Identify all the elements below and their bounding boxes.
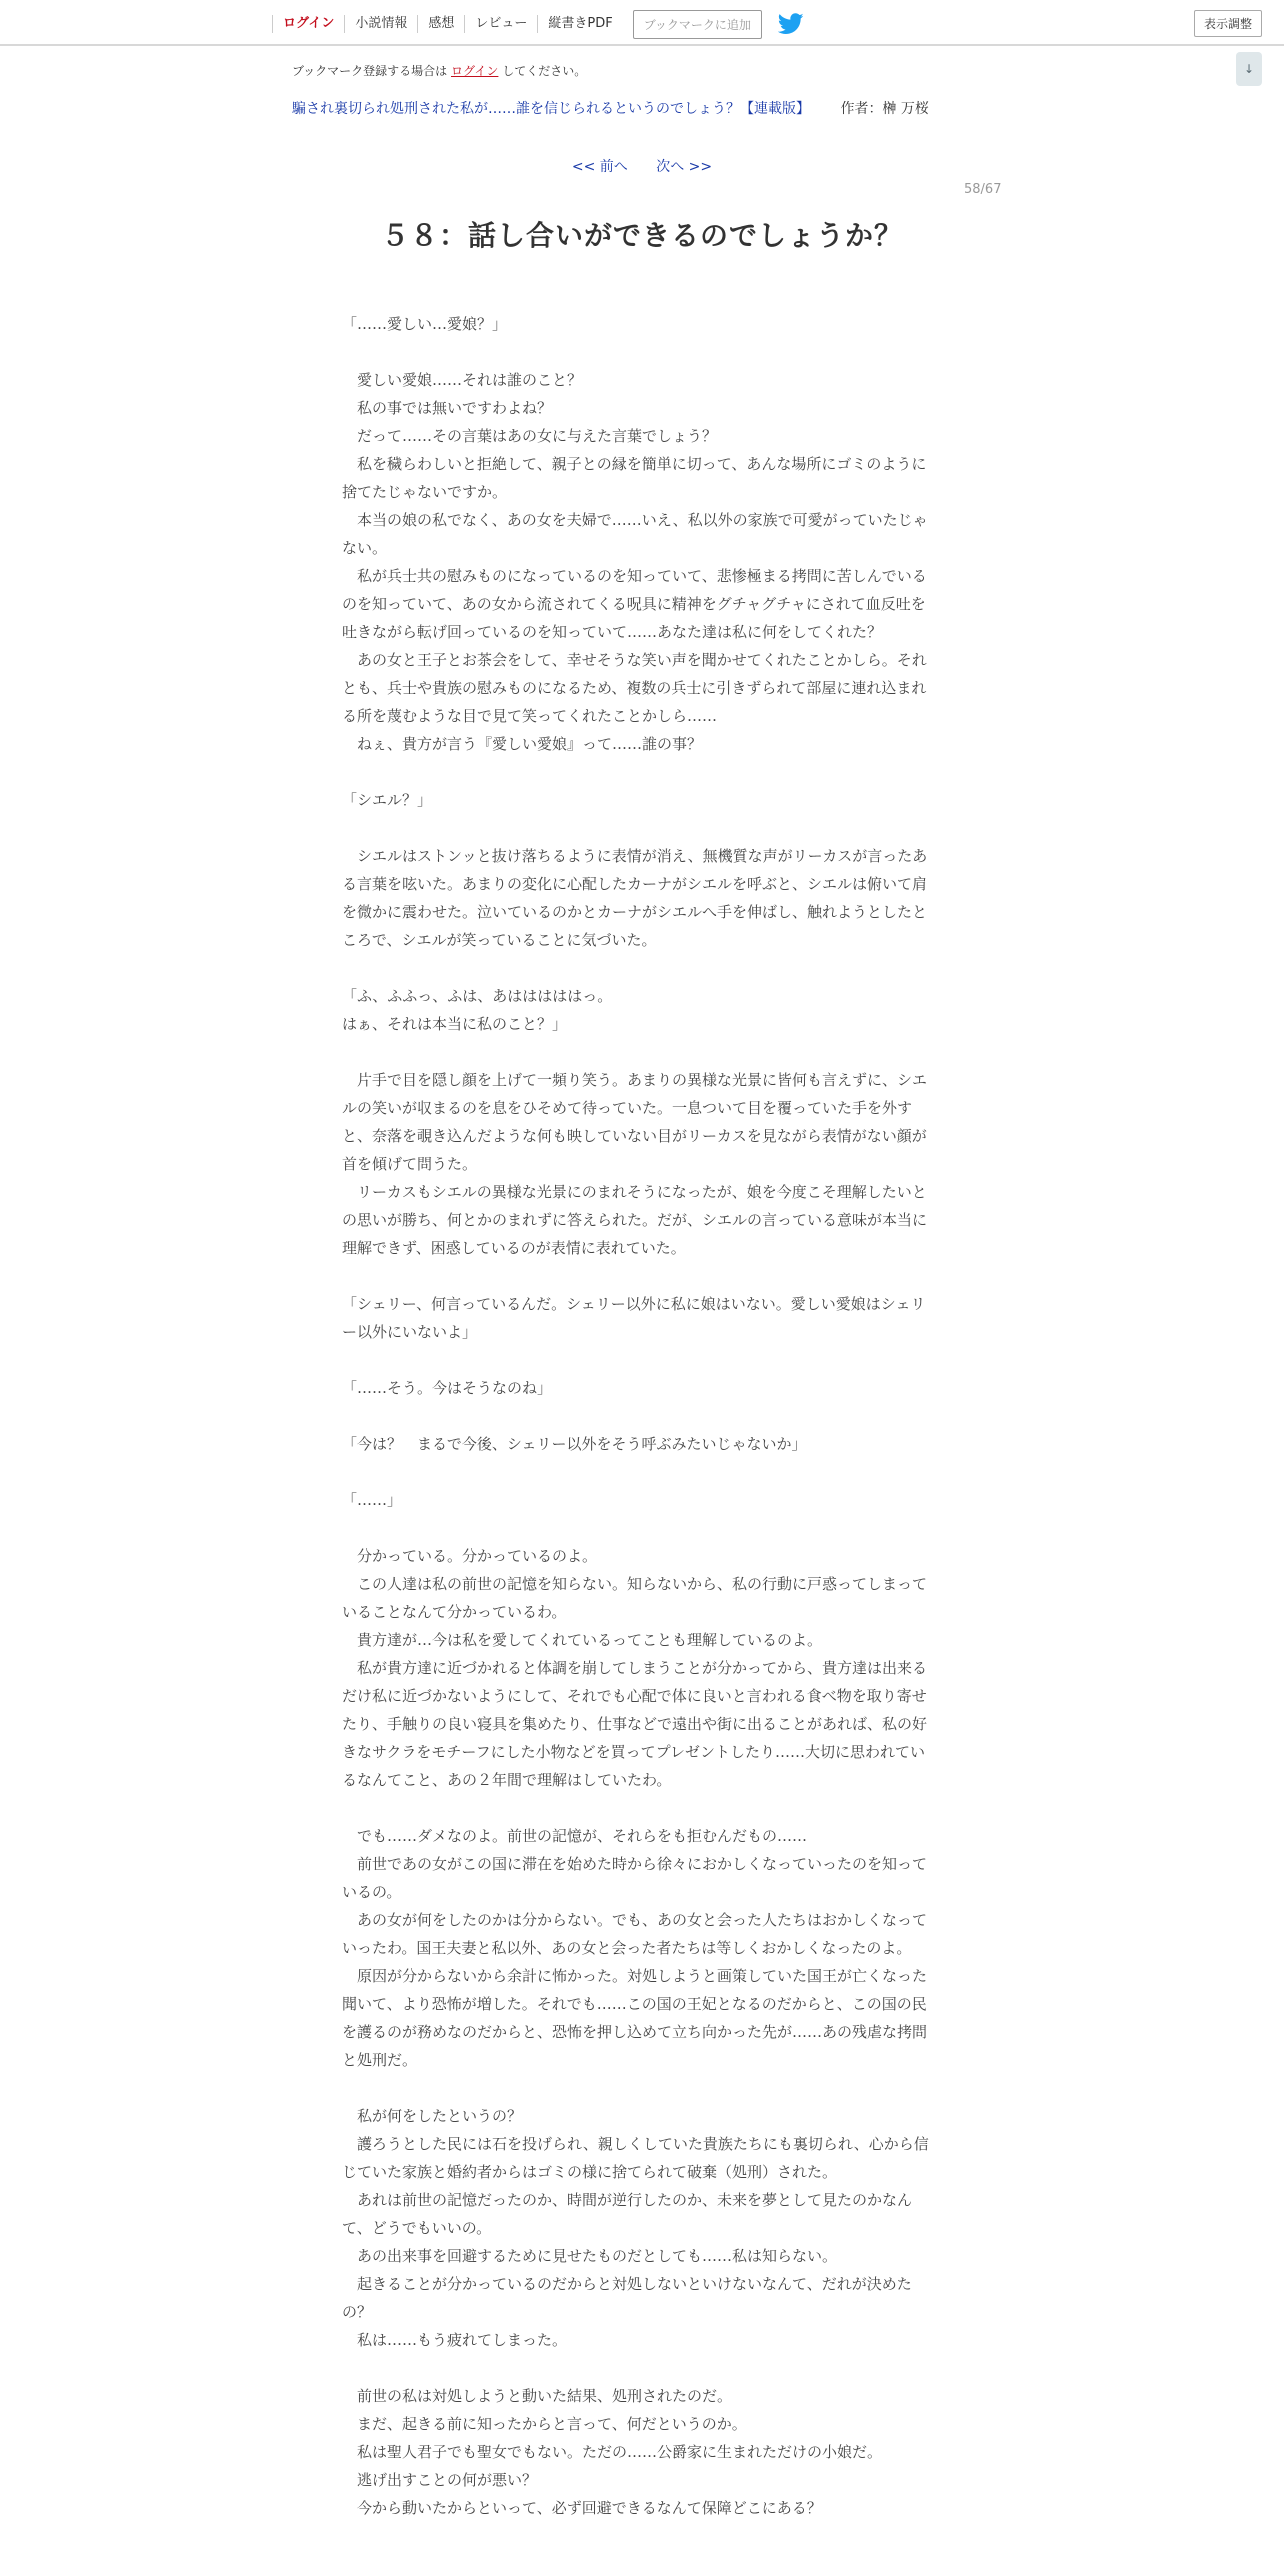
body-line: でも……ダメなのよ。前世の記憶が、それらをも拒むんだもの……: [342, 1827, 808, 1845]
twitter-bird-icon[interactable]: [778, 13, 804, 35]
bookmark-login-note: [292, 62, 586, 79]
scroll-down-button[interactable]: ↓: [1236, 52, 1262, 86]
nav-impressions-link[interactable]: 感想: [417, 15, 464, 33]
bookmark-note-text: ブックマーク登録する場合は: [292, 64, 448, 78]
body-line: 原因が分からないから余計に怖かった。対処しようと画策していた国王が亡くなった聞いて、より恐怖が増した。それでも……この国の王妃となるのだからと、この国の民を護るのが務めなのだからと、恐怖を押し込めて立ち向かった先が……あの残虐な拷問と処刑だ。: [342, 1967, 928, 2069]
body-line: [342, 1402, 936, 1430]
body-line: だって……その言葉はあの女に与えた言葉でしょう？: [342, 427, 718, 445]
body-line: 「……」: [342, 1491, 403, 1509]
bookmark-note-text-after: してください。: [502, 64, 587, 78]
add-bookmark-button[interactable]: ブックマークに追加: [633, 10, 762, 39]
body-line: あの女が何をしたのかは分からない。でも、あの女と会った人たちはおかしくなっていったわ。国王夫妻と私以外、あの女と会った者たちは等しくおかしくなったのよ。: [342, 1911, 928, 1957]
body-line: 愛しい愛娘……それは誰のこと？: [342, 371, 583, 389]
body-line: 私の事では無いですわよね？: [342, 399, 553, 417]
body-line: 起きることが分かっているのだからと対処しないといけないなんて、だれが決めたの？: [342, 2275, 912, 2321]
body-line: 私を穢らわしいと拒絶して、親子との縁を簡単に切って、あんな場所にゴミのように捨てたじゃないですか。: [342, 455, 927, 501]
chapter-counter: 58/67: [964, 182, 1002, 197]
body-line: [342, 814, 936, 842]
body-line: [342, 2354, 936, 2382]
chapter-pager: [0, 156, 1284, 176]
body-line: [342, 1514, 936, 1542]
body-line: [342, 954, 936, 982]
chapter-title: ５８：話し合いができるのでしょうか？: [380, 219, 903, 252]
body-line: [342, 1262, 936, 1290]
novel-author: 作者：榊 万桜: [840, 101, 929, 117]
nav-novel-info-link[interactable]: 小説情報: [344, 15, 417, 33]
body-line: 貴方達が…今は私を愛してくれているってことも理解しているのよ。: [342, 1631, 823, 1649]
body-line: 護ろうとした民には石を投げられ、親しくしていた貴族たちにも裏切られ、心から信じていた家族と婚約者からはゴミの様に捨てられて破棄（処刑）された。: [342, 2135, 929, 2181]
body-line: 私は……もう疲れてしまった。: [342, 2331, 568, 2349]
body-line: 片手で目を隠し顔を上げて一頻り笑う。あまりの異様な光景に皆何も言えずに、シエルの笑いが収まるのを息をひそめて待っていた。一息ついて目を覆っていた手を外すと、奈落を覗き込んだような何も映していない目がリーカスを見ながら表情がない顔が首を傾げて問うた。: [342, 1071, 928, 1173]
body-line: [342, 758, 936, 786]
body-line: あの出来事を回避するために見せたものだとしても……私は知らない。: [342, 2247, 838, 2265]
nav-vertical-pdf-link[interactable]: 縦書きPDF: [537, 15, 622, 33]
body-line: 「ふ、ふふっ、ふは、あはははははっ。: [342, 987, 613, 1005]
body-line: はぁ、それは本当に私のこと？」: [342, 1015, 568, 1033]
body-line: 前世であの女がこの国に滞在を始めた時から徐々におかしくなっていったのを知っているの。: [342, 1855, 928, 1901]
body-line: この人達は私の前世の記憶を知らない。知らないから、私の行動に戸惑ってしまっていることなんて分かっているわ。: [342, 1575, 928, 1621]
body-line: [342, 1346, 936, 1374]
display-settings-button[interactable]: 表示調整: [1194, 10, 1262, 37]
body-line: 私が何をしたというの？: [342, 2107, 523, 2125]
body-line: 前世の私は対処しようと動いた結果、処刑されたのだ。: [342, 2387, 733, 2405]
body-line: 本当の娘の私でなく、あの女を夫婦で……いえ、私以外の家族で可愛がっていたじゃない。: [342, 511, 928, 557]
novel-title-link[interactable]: 騙され裏切られ処刑された私が……誰を信じられるというのでしょう？【連載版】: [292, 101, 810, 117]
body-line: 「……愛しい…愛娘？」: [342, 315, 508, 333]
body-line: [342, 1794, 936, 1822]
body-line: [342, 1458, 936, 1486]
body-line: 今から動いたからといって、必ず回避できるなんて保障どこにある？: [342, 2499, 822, 2517]
body-line: ねぇ、貴方が言う『愛しい愛娘』って……誰の事？: [342, 735, 703, 753]
body-line: 私が兵士共の慰みものになっているのを知っていて、悲惨極まる拷問に苦しんでいるのを知っていて、あの女から流されてくる呪具に精神をグチャグチャにされて血反吐を吐きながら転げ回っているのを知っていて……あなた達は私に何をしてくれた？: [342, 567, 927, 641]
body-line: 私は聖人君子でも聖女でもない。ただの……公爵家に生まれただけの小娘だ。: [342, 2443, 883, 2461]
body-line: [342, 1038, 936, 1066]
next-chapter-link[interactable]: 次へ >>: [656, 159, 713, 175]
nav-login-link[interactable]: ログイン: [272, 15, 344, 33]
prev-chapter-link[interactable]: << 前へ: [571, 159, 628, 175]
body-line: [342, 2074, 936, 2102]
bookmark-note-login-link[interactable]: ログイン: [451, 64, 499, 78]
body-line: 「今は？ まるで今後、シェリー以外をそう呼ぶみたいじゃないか」: [342, 1435, 807, 1453]
body-line: 私が貴方達に近づかれると体調を崩してしまうことが分かってから、貴方達は出来るだけ私に近づかないようにして、それでも心配で体に良いと言われる食べ物を取り寄せたり、手触りの良い寝具を集めたり、仕事などで遠出や街に出ることがあれば、私の好きなサクラをモチーフにした小物などを買ってプレゼントしたり……大切に思われているなんてこと、あの２年間で理解はしていたわ。: [342, 1659, 928, 1789]
body-line: 「シエル？」: [342, 791, 433, 809]
body-line: 分かっている。分かっているのよ。: [342, 1547, 598, 1565]
body-line: まだ、起きる前に知ったからと言って、何だというのか。: [342, 2415, 747, 2433]
body-line: [342, 338, 936, 366]
body-line: あれは前世の記憶だったのか、時間が逆行したのか、未来を夢として見たのかなんて、どうでもいいの。: [342, 2191, 913, 2237]
novel-header: [292, 98, 929, 118]
body-line: 「……そう。今はそうなのね」: [342, 1379, 553, 1397]
novel-body-text: [342, 310, 936, 2522]
body-line: 「シェリー、何言っているんだ。シェリー以外に私に娘はいない。愛しい愛娘はシェリー以外にいないよ」: [342, 1295, 926, 1341]
body-line: あの女と王子とお茶会をして、幸せそうな笑い声を聞かせてくれたことかしら。それとも、兵士や貴族の慰みものになるため、複数の兵士に引きずられて部屋に連れ込まれる所を蔑むような目で見て笑ってくれたことかしら……: [342, 651, 927, 725]
top-nav-menu: [272, 8, 804, 40]
body-line: 逃げ出すことの何が悪い？: [342, 2471, 538, 2489]
nav-review-link[interactable]: レビュー: [464, 15, 537, 33]
top-navigation-bar: [0, 0, 1284, 46]
body-line: リーカスもシエルの異様な光景にのまれそうになったが、娘を今度こそ理解したいとの思いが勝ち、何とかのまれずに答えられた。だが、シエルの言っている意味が本当に理解できず、困惑しているのが表情に表れていた。: [342, 1183, 928, 1257]
body-line: シエルはストンッと抜け落ちるように表情が消え、無機質な声がリーカスが言ったある言葉を呟いた。あまりの変化に心配したカーナがシエルを呼ぶと、シエルは俯いて肩を微かに震わせた。泣いているのかとカーナがシエルへ手を伸ばし、触れようとしたところで、シエルが笑っていることに気づいた。: [342, 847, 928, 949]
